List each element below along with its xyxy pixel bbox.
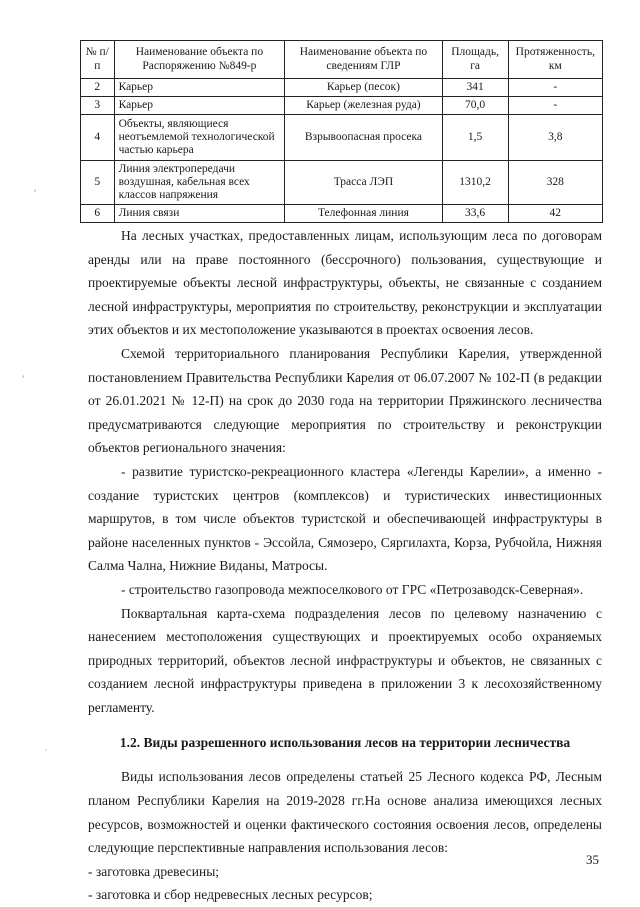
cell-number: 4 bbox=[81, 115, 115, 161]
cell-area: 33,6 bbox=[442, 205, 508, 223]
paragraph-gas-pipeline: - строительство газопровода межпоселкового от ГРС «Петрозаводск-Северная». bbox=[121, 581, 584, 597]
header-object-name-order: Наименование объекта по Распоряжению №849-р bbox=[114, 41, 285, 79]
header-number: № п/п bbox=[81, 41, 115, 79]
cell-object-name: Карьер bbox=[114, 97, 285, 115]
paragraph-tourism-cluster: - развитие туристско-рекреационного кластера «Легенды Карелии», а именно - создание туристских центров (комплексов) и туристических инвестиционных маршрутов, в том числе объектов туристской и обеспечивающей инфраструктуры в районе населенных пунктов - Эссойла, Сямозеро, Сяргилахта, Корза, Рубчойла, Нижняя Салма Чална, Нижние Виданы, Матросы. bbox=[88, 463, 602, 574]
cell-area: 1,5 bbox=[442, 115, 508, 161]
cell-length: - bbox=[508, 97, 602, 115]
cell-length: 328 bbox=[508, 161, 602, 205]
cell-object-name: Объекты, являющиеся неотъемлемой технологической частью карьера bbox=[114, 115, 285, 161]
header-length: Протяженность, км bbox=[508, 41, 602, 79]
paragraph-forest-use: Виды использования лесов определены статьей 25 Лесного кодекса РФ, Лесным планом Республики Карелия на 2019-2028 гг.На основе анализа имеющихся лесных ресурсов, возможностей и оценки фактического состояния освоения лесов, определены следующие перспективные направления использования лесов: bbox=[88, 769, 602, 856]
table-row bbox=[81, 115, 603, 161]
cell-area: 70,0 bbox=[442, 97, 508, 115]
scan-mark: ˙ bbox=[44, 746, 48, 760]
cell-number: 2 bbox=[81, 79, 115, 97]
scan-mark: ′ bbox=[22, 372, 25, 386]
section-heading: 1.2. Виды разрешенного использования лесов на территории лесничества bbox=[119, 735, 571, 751]
paragraph-infrastructure: На лесных участках, предоставленных лицам, использующим леса по договорам аренды или на праве постоянного (бессрочного) пользования, существующие и проектируемые объекты лесной инфраструктуры, объекты, не связанные с созданием лесной инфраструктуры, мероприятия по строительству, реконструкции и эксплуатации этих объектов и их местоположение указываются в проектах освоения лесов. bbox=[88, 228, 602, 338]
cell-glr-name: Взрывоопасная просека bbox=[285, 115, 442, 161]
cell-object-name: Линия связи bbox=[114, 205, 285, 223]
cell-glr-name: Трасса ЛЭП bbox=[285, 161, 442, 205]
table-row bbox=[81, 79, 603, 97]
cell-length: - bbox=[508, 79, 602, 97]
table-header-row bbox=[81, 41, 603, 79]
table-row bbox=[81, 205, 603, 223]
cell-glr-name: Карьер (железная руда) bbox=[285, 97, 442, 115]
table-row bbox=[81, 161, 603, 205]
header-area: Площадь, га bbox=[442, 41, 508, 79]
objects-table bbox=[80, 40, 603, 223]
cell-glr-name: Карьер (песок) bbox=[285, 79, 442, 97]
cell-number: 6 bbox=[81, 205, 115, 223]
scan-mark: ′ bbox=[34, 186, 37, 200]
paragraph-map-scheme: Поквартальная карта-схема подразделения лесов по целевому назначению с нанесением местоположения существующих и проектируемых особо охраняемых природных территорий, объектов лесной инфраструктуры и объектов, не связанных с созданием лесной инфраструктуры приведена в приложении 3 к лесохозяйственному регламенту. bbox=[88, 605, 602, 715]
cell-number: 3 bbox=[81, 97, 115, 115]
cell-length: 42 bbox=[508, 205, 602, 223]
cell-length: 3,8 bbox=[508, 115, 602, 161]
table-row bbox=[81, 97, 603, 115]
list-item-non-wood-resources: - заготовка и сбор недревесных лесных ресурсов; bbox=[88, 887, 373, 903]
paragraph-territorial-plan: Схемой территориального планирования Республики Карелия, утвержденной постановлением Правительства Республики Карелия от 06.07.2007 № 102-П (в редакции от 26.01.2021 № 12-П) на срок до 2030 года на территории Пряжинского лесничества предусматриваются следующие мероприятия по строительству и реконструкции объектов регионального значения: bbox=[88, 345, 602, 456]
body-text bbox=[88, 224, 602, 907]
cell-glr-name: Телефонная линия bbox=[285, 205, 442, 223]
header-object-name-glr: Наименование объекта по сведениям ГЛР bbox=[285, 41, 442, 79]
cell-number: 5 bbox=[81, 161, 115, 205]
cell-object-name: Линия электропередачи воздушная, кабельная всех классов напряжения bbox=[114, 161, 285, 205]
cell-object-name: Карьер bbox=[114, 79, 285, 97]
cell-area: 341 bbox=[442, 79, 508, 97]
list-item-wood-harvesting: - заготовка древесины; bbox=[88, 863, 220, 879]
cell-area: 1310,2 bbox=[442, 161, 508, 205]
page-number: 35 bbox=[586, 852, 599, 867]
